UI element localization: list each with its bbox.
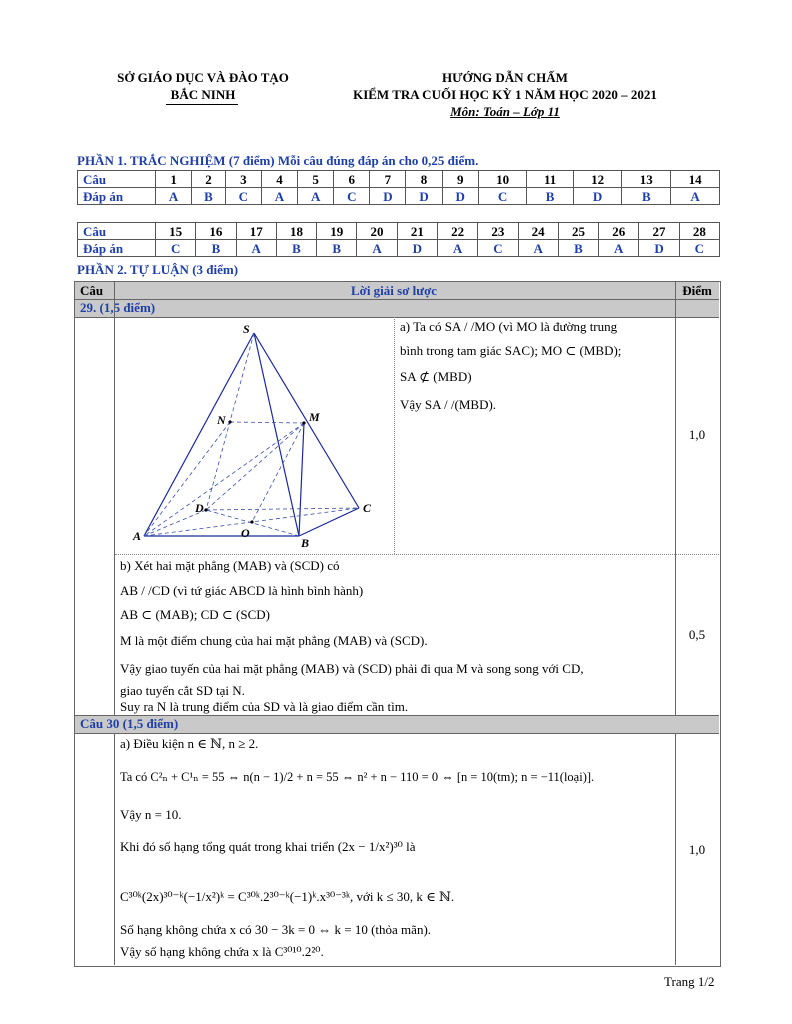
q30a-line: C³⁰ᵏ(2x)³⁰⁻ᵏ(−1/x²)ᵏ = C³⁰ᵏ.2³⁰⁻ᵏ(−1)ᵏ.x³⁰⁻³ᵏ, với k ≤ 30, k ∈ ℕ. — [120, 889, 455, 904]
department-name: SỞ GIÁO DỤC VÀ ĐÀO TẠO — [117, 70, 289, 85]
q30a-line: a) Điều kiện n ∈ ℕ, n ≥ 2. — [120, 736, 259, 751]
a-cell: B — [192, 188, 226, 205]
q-cell: 4 — [261, 171, 297, 188]
answer-table-2-answers — [78, 240, 720, 257]
q-cell: 5 — [298, 171, 334, 188]
q29-title-bar — [75, 300, 719, 317]
q30a-points: 1,0 — [688, 842, 706, 857]
label-O: O — [241, 526, 250, 540]
q-cell: 26 — [599, 223, 639, 240]
figure-divider — [394, 317, 395, 554]
q-cell: 21 — [397, 223, 437, 240]
label-M: M — [309, 410, 320, 424]
a-cell: D — [639, 240, 679, 257]
q29a-line: a) Ta có SA / /MO (vì MO là đường trung — [400, 319, 618, 334]
q-cell: 13 — [622, 171, 671, 188]
q-cell: 28 — [679, 223, 719, 240]
a-cell: C — [679, 240, 719, 257]
q29b-line: Suy ra N là trung điểm của SD và là giao điểm cần tìm. — [120, 699, 409, 714]
a-cell: D — [442, 188, 478, 205]
edge-MB — [299, 423, 304, 536]
edge-SC — [254, 333, 359, 508]
label-N: N — [217, 413, 226, 427]
subject-rest: : Toán – Lớp 11 — [475, 104, 560, 119]
q-cell: 1 — [156, 171, 192, 188]
q-cell: 12 — [573, 171, 622, 188]
a-cell: C — [478, 188, 527, 205]
a-cell: A — [156, 188, 192, 205]
answer-table-1 — [77, 170, 720, 205]
point-O — [250, 520, 253, 523]
q-cell: 7 — [370, 171, 406, 188]
point-M — [302, 421, 305, 424]
subject-line — [330, 104, 680, 120]
q-cell: 9 — [442, 171, 478, 188]
edge-MO — [252, 423, 304, 522]
q29a-points: 1,0 — [688, 427, 706, 442]
a-cell: B — [558, 240, 598, 257]
a-cell: D — [573, 188, 622, 205]
a-cell: A — [298, 188, 334, 205]
q30a-line: Vậy n = 10. — [120, 807, 182, 822]
q-cell: 24 — [518, 223, 558, 240]
divider — [75, 733, 719, 734]
a-cell: A — [599, 240, 639, 257]
q-cell: 20 — [357, 223, 397, 240]
a-cell: A — [671, 188, 720, 205]
q29b-points: 0,5 — [688, 627, 706, 642]
answer-table-1-answers — [78, 188, 720, 205]
q-cell: 17 — [236, 223, 276, 240]
point-D — [204, 508, 207, 511]
q30a-line: Khi đó số hạng tổng quát trong khai triển (2x − 1/x²)³⁰ là — [120, 839, 416, 854]
q-cell: 23 — [478, 223, 518, 240]
doc-heading: HƯỚNG DẪN CHẤM — [442, 70, 568, 85]
edge-MD — [206, 423, 304, 510]
a-cell: D — [370, 188, 406, 205]
q-cell: 25 — [558, 223, 598, 240]
a-cell: C — [334, 188, 370, 205]
q29b-line: Vậy giao tuyến của hai mặt phẳng (MAB) và (SCD) phải đi qua M và song song với CD, — [120, 661, 584, 676]
a-cell: C — [156, 240, 196, 257]
answer-table-2-questions — [78, 223, 720, 240]
row-label-cau: Câu — [78, 171, 156, 188]
a-cell: B — [276, 240, 316, 257]
q29b-line: AB ⊂ (MAB); CD ⊂ (SCD) — [120, 607, 270, 622]
a-cell: B — [527, 188, 573, 205]
label-S: S — [243, 322, 250, 336]
col-header-loigiai: Lời giải sơ lược — [350, 283, 438, 298]
a-cell: C — [225, 188, 261, 205]
label-B: B — [301, 536, 310, 550]
a-cell: B — [622, 188, 671, 205]
edge-NM — [230, 422, 304, 423]
q30a-line: Ta có C²ₙ + C¹ₙ = 55 ⇔ n(n − 1)/2 + n = 55 ⇔ n² + n − 110 = 0 ⇔ [n = 10(tm); n = −11(loại)]. — [120, 770, 595, 784]
a-cell: B — [196, 240, 236, 257]
q-cell: 6 — [334, 171, 370, 188]
part1-title: PHẦN 1. TRẮC NGHIỆM (7 điểm) Mỗi câu đúng đáp án cho 0,25 điểm. — [77, 153, 479, 168]
q29a-line: bình trong tam giác SAC); MO ⊂ (MBD); — [400, 343, 622, 358]
a-cell: D — [406, 188, 442, 205]
q-cell: 18 — [276, 223, 316, 240]
q-cell: 22 — [437, 223, 477, 240]
pyramid-figure — [115, 318, 393, 554]
q-cell: 15 — [156, 223, 196, 240]
a-cell: A — [437, 240, 477, 257]
col-header-diem: Điểm — [682, 283, 712, 298]
divider — [115, 554, 719, 555]
a-cell: A — [518, 240, 558, 257]
q-cell: 27 — [639, 223, 679, 240]
row-label-cau: Câu — [78, 223, 156, 240]
q-cell: 19 — [317, 223, 357, 240]
province-name: BẮC NINH — [170, 87, 236, 102]
part2-title: PHẦN 2. TỰ LUẬN (3 điểm) — [77, 262, 239, 277]
q29a-line: Vậy SA / /(MBD). — [400, 397, 497, 412]
subject-prefix: Môn — [450, 104, 476, 119]
col-divider-right — [675, 282, 676, 965]
q30a-line: Số hạng không chứa x có 30 − 3k = 0 ⇔ k = 10 (thỏa mãn). — [120, 922, 432, 937]
q29b-line: giao tuyến cắt SD tại N. — [120, 683, 245, 698]
exam-name: KIỂM TRA CUỐI HỌC KỲ 1 NĂM HỌC 2020 – 2021 — [353, 87, 657, 102]
label-C: C — [363, 501, 372, 515]
q-cell: 8 — [406, 171, 442, 188]
edge-NA — [144, 422, 230, 536]
q29a-line: SA ⊄ (MBD) — [400, 369, 472, 384]
q-cell: 3 — [225, 171, 261, 188]
page-number: Trang 1/2 — [664, 974, 715, 989]
a-cell: A — [357, 240, 397, 257]
q29b-line: b) Xét hai mặt phẳng (MAB) và (SCD) có — [120, 558, 340, 573]
q29b-line: AB / /CD (vì tứ giác ABCD là hình bình hành) — [120, 583, 364, 598]
q-cell: 10 — [478, 171, 527, 188]
label-D: D — [195, 501, 204, 515]
label-A: A — [133, 529, 142, 543]
a-cell: C — [478, 240, 518, 257]
edge-DC — [206, 508, 359, 510]
a-cell: A — [236, 240, 276, 257]
q-cell: 2 — [192, 171, 226, 188]
a-cell: D — [397, 240, 437, 257]
answer-table-1-questions — [78, 171, 720, 188]
point-N — [228, 420, 231, 423]
province-underline — [166, 104, 238, 105]
col-header-cau: Câu — [80, 283, 104, 298]
q29-title: 29. (1,5 điểm) — [80, 300, 156, 315]
q-cell: 11 — [527, 171, 573, 188]
row-label-dapan: Đáp án — [78, 240, 156, 257]
a-cell: A — [261, 188, 297, 205]
edge-MA — [144, 423, 304, 536]
edge-BC — [299, 508, 359, 536]
q29b-line: M là một điểm chung của hai mặt phẳng (MAB) và (SCD). — [120, 633, 428, 648]
q-cell: 16 — [196, 223, 236, 240]
q-cell: 14 — [671, 171, 720, 188]
row-label-dapan: Đáp án — [78, 188, 156, 205]
answer-table-2 — [77, 222, 720, 257]
q30a-line: Vậy số hạng không chứa x là C³⁰¹⁰.2²⁰. — [120, 944, 324, 959]
q30-title: Câu 30 (1,5 điểm) — [80, 716, 179, 731]
a-cell: B — [317, 240, 357, 257]
